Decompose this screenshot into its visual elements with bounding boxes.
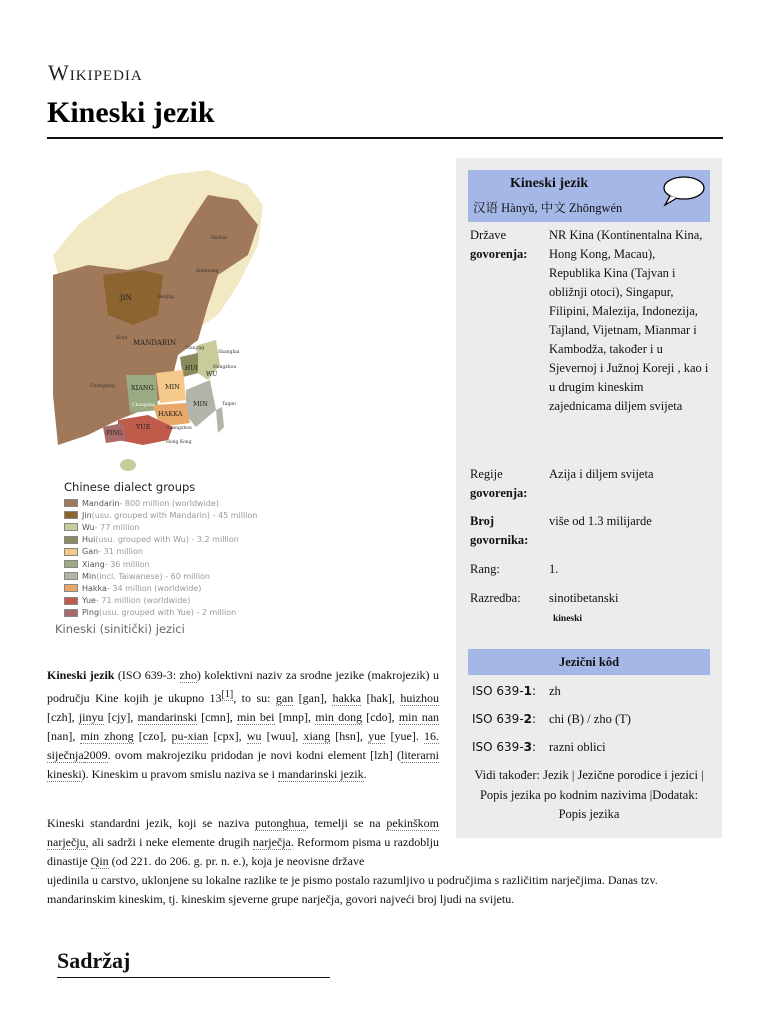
iso-value: razni oblici — [549, 740, 606, 754]
legend-swatch — [64, 511, 78, 519]
map-legend — [64, 480, 257, 619]
logo-text: Wikipedia — [48, 60, 143, 85]
row-key — [470, 226, 546, 264]
link-narjecja[interactable]: narječja — [252, 835, 291, 849]
toc-divider — [57, 977, 330, 978]
legend-item-desc: - 34 million (worldwide) — [106, 583, 202, 593]
legend-item-name: Xiang — [82, 559, 105, 569]
legend-item-desc: (usu. grouped with Wu) - 3.2 million — [95, 535, 239, 545]
link-yue[interactable]: yue — [368, 729, 386, 743]
key-part: govornika: — [470, 533, 529, 547]
legend-item — [64, 607, 257, 619]
legend-item-name: Wu — [82, 522, 95, 532]
legend-item-name: Jin — [82, 510, 92, 520]
link-min-bei[interactable]: min bei — [236, 710, 275, 724]
map-caption: Kineski (sinitički) jezici — [55, 622, 185, 636]
link-huizhou[interactable]: huizhou — [400, 691, 439, 705]
map-city-shanghai: Shanghai — [218, 350, 240, 355]
wikipedia-logo[interactable] — [48, 60, 143, 86]
row-value: NR Kina (Kontinentalna Kina, Hong Kong, Macau), Republika Kina (Tajvan i obližnji otoci), Singapur, Filipini, Malezija, Indonezija, Tajland, Vijetnam, Mianmar i Kambodža, također i u Sjevernoj i Južnoj Koreji , kao i u drugim kineskim zajednicama diljem svijeta — [549, 228, 709, 413]
language-infobox — [456, 158, 722, 838]
legend-item — [64, 546, 257, 558]
legend-item — [64, 582, 257, 594]
map-label-hui: HUI — [185, 365, 198, 372]
legend-item-desc: - 77 million — [94, 522, 140, 532]
legend-swatch — [64, 609, 78, 617]
text: [yue]. — [385, 729, 424, 743]
legend-swatch — [64, 548, 78, 556]
link-putonghua[interactable]: putonghua — [255, 816, 306, 830]
row-value: više od 1.3 milijarde — [549, 514, 652, 528]
legend-item — [64, 521, 257, 533]
text: , ali sadrži i neke elemente drugih — [85, 835, 253, 849]
link-wu[interactable]: wu — [246, 729, 262, 743]
link-min-nan[interactable]: min nan — [398, 710, 440, 724]
text: ). Kineskim u pravom smislu naziva se i — [81, 767, 278, 781]
key-part: Države — [470, 228, 507, 242]
iso-value: zh — [549, 684, 561, 698]
row-value: 1. — [549, 562, 559, 576]
legend-item — [64, 534, 257, 546]
map-city-hangzhou: Hangzhou — [213, 365, 237, 370]
page-title: Kineski jezik — [47, 96, 215, 129]
map-city-changsha: Changsha — [132, 403, 155, 408]
row-key: Rang: — [470, 562, 500, 576]
text: , temelji se na — [305, 816, 387, 830]
map-city-harbin: Harbin — [211, 236, 227, 241]
map-label-jin: JIN — [120, 294, 132, 302]
legend-swatch — [64, 523, 78, 531]
legend-item — [64, 497, 257, 509]
map-label-hakka: HAKKA — [158, 410, 183, 418]
legend-item-desc: - 71 million (worldwide) — [95, 596, 191, 606]
map-city-nanjing: Nanjing — [186, 346, 205, 351]
legend-item-name: Ping — [82, 608, 100, 618]
text: [wuu], — [261, 729, 304, 743]
map-label-mandarin: MANDARIN — [133, 339, 177, 347]
legend-swatch — [64, 499, 78, 507]
legend-item-name: Mandarin — [82, 498, 120, 508]
key-part: Regije — [470, 467, 503, 481]
standard-paragraph — [47, 814, 439, 871]
lead-term: Kineski jezik — [47, 668, 115, 682]
title-divider — [47, 137, 723, 139]
legend-item-name: Gan — [82, 547, 99, 557]
text: [cjy], — [103, 710, 138, 724]
legend-item-name: Yue — [82, 596, 96, 606]
text: [gan], — [293, 691, 333, 705]
link-literarni-kineski[interactable]: literarni kineski — [47, 748, 439, 781]
map-label-ping: PING — [106, 430, 123, 437]
text: . Reformom pisma u razdoblju dinastije — [47, 835, 439, 868]
legend-swatch — [64, 536, 78, 544]
iso-label: : — [532, 712, 537, 726]
text: [hsn], — [330, 729, 369, 743]
text: [cdo], — [362, 710, 399, 724]
continued-paragraph: ujedinila u carstvo, uklonjene su lokalne razlike te je pismo postalo razumljivo u područjima s različitim narječjima. Danas tzv. mandarinskim kineskim, tj. kineskim sjeverne grupe narječja, govori najveći broj ljudi na svijetu. — [47, 873, 658, 906]
text: [cmn], — [196, 710, 237, 724]
legend-item-name: Min — [82, 571, 97, 581]
link-jinyu[interactable]: jinyu — [78, 710, 104, 724]
legend-title: Chinese dialect groups — [64, 480, 196, 494]
row-key: Razredba: — [470, 591, 521, 605]
map-city-taipei: Taipei — [222, 402, 236, 407]
text: [nan], — [47, 729, 81, 743]
link-pekinskom-narjecju[interactable]: pekinškom narječju — [47, 816, 439, 849]
infobox-native-name: 汉语 Hànyǔ, 中文 Zhōngwén — [473, 201, 623, 215]
key-part: govorenja: — [470, 247, 528, 261]
map-city-beijing: Beijing — [158, 295, 175, 300]
text: (od 221. do 206. g. pr. n. e.), koja je neovisne države — [108, 854, 365, 868]
iso-label-num: 1 — [523, 684, 533, 698]
legend-item-desc: (usu. grouped with Yue) - 2 million — [99, 608, 237, 618]
link-qin[interactable]: Qin — [90, 854, 109, 868]
text: . ovom makrojeziku pridodan je novi kodni element [lzh] ( — [107, 748, 402, 762]
map-label-xiang: XIANG — [131, 384, 154, 392]
text: , to su: — [233, 691, 276, 705]
iso-label-num: 3 — [523, 740, 533, 754]
map-city-chongqing: Chongqing — [90, 384, 115, 389]
reference-link[interactable]: [1] — [221, 689, 234, 700]
link-pu-xian[interactable]: pu-xian — [171, 729, 209, 743]
link-year[interactable]: 2009 — [83, 748, 108, 762]
map-label-wu: WU — [206, 371, 218, 378]
table-of-contents-heading: Sadržaj — [57, 948, 131, 973]
text: [cpx], — [208, 729, 247, 743]
text: [mnp], — [274, 710, 316, 724]
map-label-gan: MIN — [165, 383, 180, 391]
iso-label-num: 2 — [523, 712, 533, 726]
text: ) kolektivni naziv za srodne jezike (makrojezik) u području Kine kojih je ukupno 13 — [47, 668, 439, 705]
map-label-min: MIN — [193, 400, 208, 408]
language-code-header: Jezični kôd — [468, 649, 710, 675]
iso-row — [472, 712, 702, 726]
link-mandarinski-jezik[interactable]: mandarinski jezik — [277, 767, 364, 781]
legend-item — [64, 558, 257, 570]
map-city-guangzhou: Guangzhou — [166, 426, 192, 431]
intro-paragraph — [47, 666, 439, 784]
link-zho[interactable]: zho — [179, 668, 197, 682]
text: [hak], — [361, 691, 401, 705]
legend-item-desc: - 800 million (worldwide) — [119, 498, 219, 508]
iso-label: ISO 639- — [472, 740, 524, 754]
text: (ISO 639-3: — [114, 668, 180, 682]
row-value: Azija i diljem svijeta — [549, 467, 654, 481]
legend-item-desc: - 36 million — [104, 559, 150, 569]
row-key — [470, 465, 546, 503]
text: . — [363, 767, 367, 781]
link-hakka[interactable]: hakka — [332, 691, 362, 705]
iso-label: : — [532, 684, 537, 698]
legend-swatch — [64, 597, 78, 605]
legend-item — [64, 595, 257, 607]
speech-bubble-icon — [662, 175, 706, 207]
legend-item-name: Hui — [82, 535, 96, 545]
row-key — [470, 512, 546, 550]
legend-item-desc: (incl. Taiwanese) - 60 million — [96, 571, 211, 581]
link-gan[interactable]: gan — [275, 691, 294, 705]
text: [czh], — [47, 710, 79, 724]
legend-item-desc: - 31 million — [98, 547, 143, 557]
map-city-xian: Xi'an — [116, 336, 128, 341]
text: Kineski standardni jezik, koji se naziva — [47, 816, 256, 830]
classification-subgroup[interactable]: kineski — [553, 614, 583, 624]
infobox-title: Kineski jezik — [510, 176, 589, 191]
map-label-yue: YUE — [136, 423, 151, 431]
legend-item-name: Hakka — [82, 583, 107, 593]
iso-label: ISO 639- — [472, 684, 524, 698]
link-date[interactable]: 16. siječnja — [47, 729, 439, 762]
row-value[interactable]: sinotibetanski — [549, 591, 619, 605]
legend-swatch — [64, 584, 78, 592]
legend-swatch — [64, 572, 78, 580]
text: [czo], — [133, 729, 172, 743]
legend-item-desc: (usu. grouped with Mandarin) - 45 million — [91, 510, 258, 520]
legend-item — [64, 509, 257, 521]
legend-item — [64, 570, 257, 582]
see-also-links[interactable]: Vidi također: Jezik | Jezične porodice i jezici | Popis jezika po kodnim nazivima |Dodatak: Popis jezika — [474, 768, 704, 821]
infobox-header — [468, 170, 710, 222]
iso-row — [472, 740, 702, 754]
iso-value: chi (B) / zho (T) — [549, 712, 631, 726]
link-min-dong[interactable]: min dong — [315, 710, 363, 724]
link-min-zhong[interactable]: min zhong — [80, 729, 134, 743]
dialect-map-image[interactable] — [48, 165, 268, 475]
link-mandarinski[interactable]: mandarinski — [137, 710, 197, 724]
iso-label: : — [532, 740, 537, 754]
map-city-hongkong: Hong Kong — [166, 440, 192, 445]
key-part: govorenja: — [470, 486, 528, 500]
key-part: Broj — [470, 514, 495, 528]
map-city-shenyang: Shenyang — [196, 269, 219, 274]
iso-label: ISO 639- — [472, 712, 524, 726]
legend-swatch — [64, 560, 78, 568]
iso-row — [472, 684, 702, 698]
link-xiang[interactable]: xiang — [303, 729, 331, 743]
